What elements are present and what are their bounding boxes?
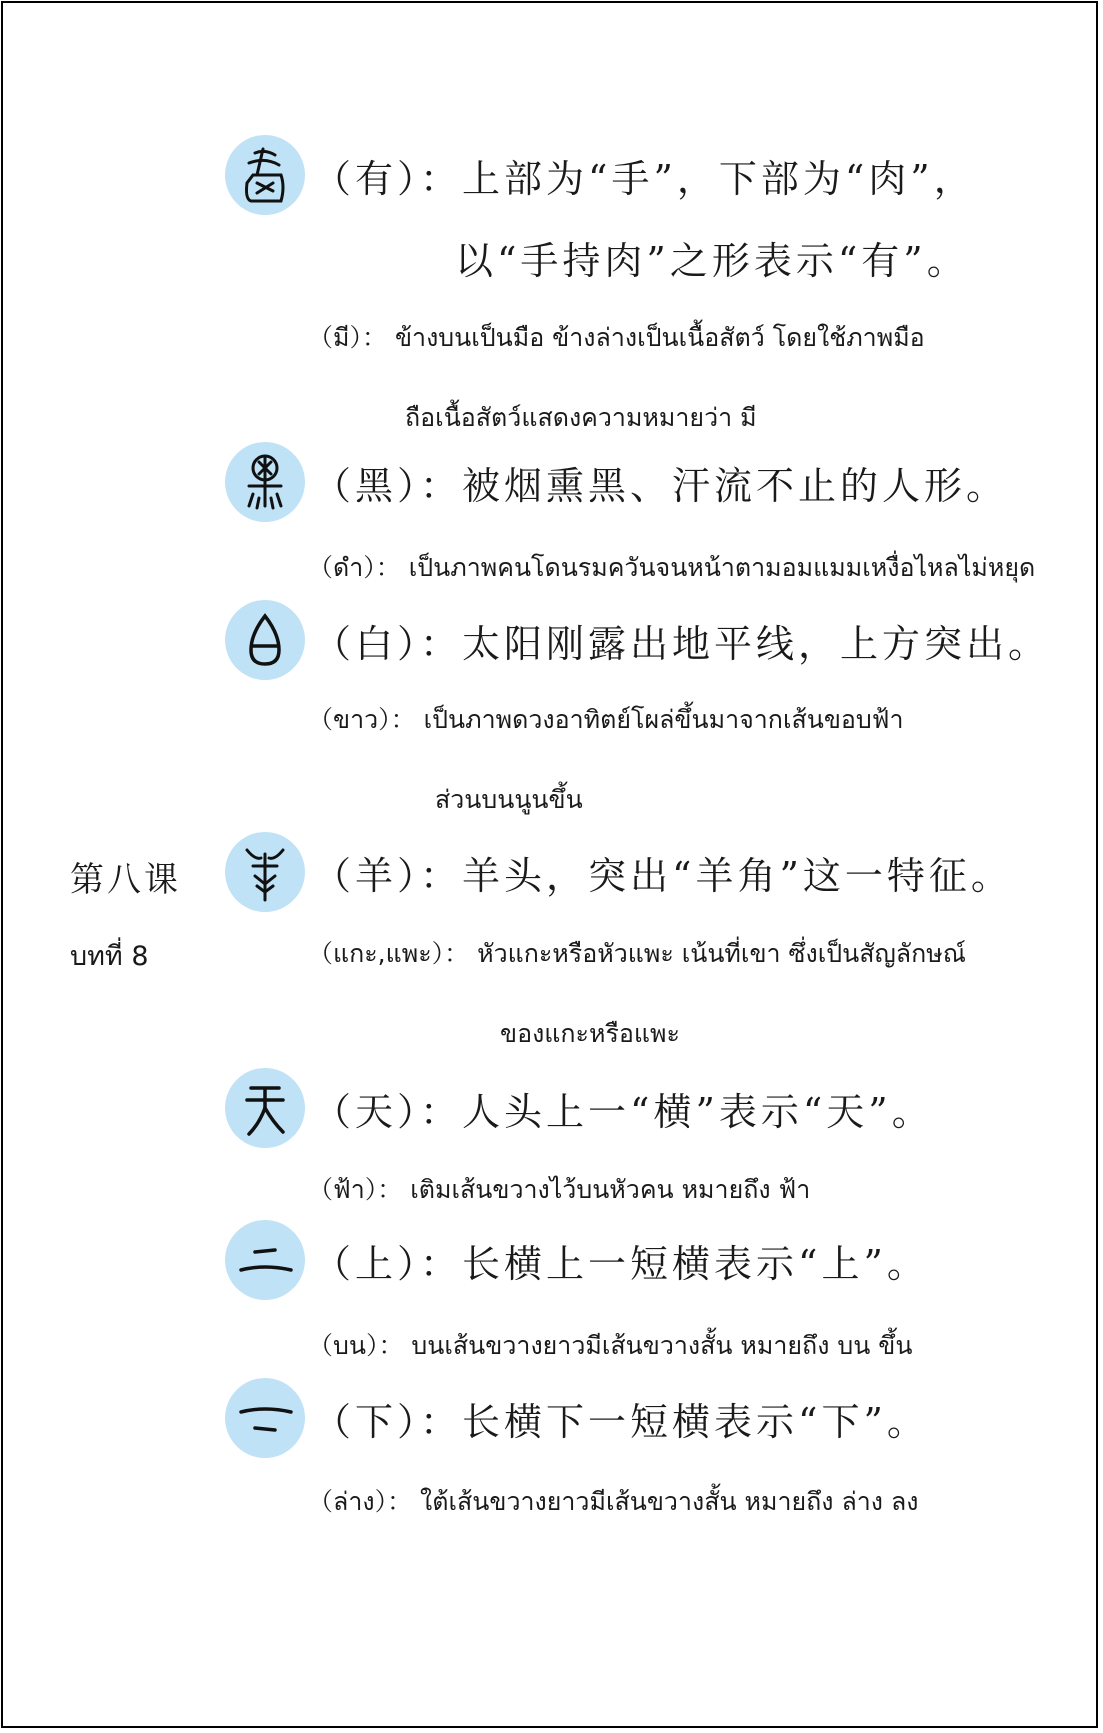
entry-you-zh-label: （有）： (313, 156, 463, 201)
entry-yang-th-line2: ของแกะหรือแพะ (500, 1019, 680, 1048)
entry-xia-zh-label: （下）： (313, 1399, 463, 1444)
entry-you-zh-line2: 以“手持肉”之形表示“有”。 (455, 239, 969, 283)
entry-tian-th-row (308, 1170, 810, 1210)
entry-xia-th-row (308, 1482, 918, 1522)
entry-shang-th-line1: บนเส้นขวางยาวมีเส้นขวางสั้น หมายถึง บน ขึ้น (411, 1331, 913, 1360)
entry-bai-th-line2: ส่วนบนนูนขึ้น (435, 785, 583, 814)
entry-xia-th-line1: ใต้เส้นขวางยาวมีเส้นขวางสั้น หมายถึง ล่าง ลง (420, 1487, 919, 1516)
entry-shang-zh-line1: 长横上一短横表示“上”。 (462, 1241, 929, 1286)
entry-you-th-line2: ถือเนื้อสัตว์แสดงความหมายว่า มี (405, 403, 757, 432)
entry-shang (225, 1220, 929, 1300)
entry-bai-th-label: （ขาว）： (308, 705, 416, 734)
entry-you-th-row (308, 318, 925, 358)
yang-seal-icon (225, 832, 305, 912)
entry-tian-zh-line1: 人头上一“横”表示“天”。 (462, 1089, 934, 1134)
entry-you (225, 135, 976, 215)
entry-hei-th-label: （ดำ）： (308, 553, 401, 582)
entry-you-zh-line1: 上部为“手”，下部为“肉”， (462, 156, 976, 201)
entry-tian-th-label: （ฟ้า）： (308, 1175, 403, 1204)
entry-hei (225, 442, 1008, 522)
entry-you-th-line1: ข้างบนเป็นมือ ข้างล่างเป็นเนื้อสัตว์ โดยใช้ภาพมือ (394, 323, 925, 352)
entry-hei-zh-line1: 被烟熏黑、汗流不止的人形。 (462, 463, 1009, 508)
bai-seal-icon (225, 600, 305, 680)
entry-hei-th-row (308, 548, 1035, 588)
entry-tian-zh-label: （天）： (313, 1089, 463, 1134)
entry-shang-zh-label: （上）： (313, 1241, 463, 1286)
entry-bai-zh-label: （白）： (313, 621, 463, 666)
entry-tian (225, 1068, 934, 1148)
entry-yang-th-row (308, 934, 966, 974)
entry-yang-zh-line1: 羊头，突出“羊角”这一特征。 (462, 853, 1013, 898)
entry-tian-th-line1: เติมเส้นขวางไว้บนหัวคน หมายถึง ฟ้า (410, 1175, 811, 1204)
you-seal-icon (225, 135, 305, 215)
entry-bai-th-line1: เป็นภาพดวงอาทิตย์โผล่ขึ้นมาจากเส้นขอบฟ้า (423, 705, 904, 734)
entry-xia-th-label: （ล่าง）： (308, 1487, 413, 1516)
hei-seal-icon (225, 442, 305, 522)
entry-yang-th-label: （แกะ,แพะ）： (308, 939, 470, 968)
entry-hei-th-line1: เป็นภาพคนโดนรมควันจนหน้าตามอมแมมเหงื่อไหลไม่หยุด (408, 553, 1036, 582)
entry-xia (225, 1378, 929, 1458)
entry-shang-th-label: （บน）： (308, 1331, 404, 1360)
entry-shang-th-row (308, 1326, 912, 1366)
entry-yang (225, 832, 1013, 912)
entry-you-th-label: （มี）： (308, 323, 387, 352)
entry-yang-zh-label: （羊）： (313, 853, 463, 898)
entry-bai-th-row (308, 700, 904, 740)
tian-seal-icon (225, 1068, 305, 1148)
lesson-title-thai: บทที่ 8 (70, 941, 149, 972)
entry-xia-zh-line1: 长横下一短横表示“下”。 (462, 1399, 929, 1444)
entry-bai-zh-line1: 太阳刚露出地平线，上方突出。 (462, 621, 1051, 666)
entry-hei-zh-label: （黑）： (313, 463, 463, 508)
shang-seal-icon (225, 1220, 305, 1300)
entry-bai (225, 600, 1050, 680)
lesson-title-chinese: 第八课 (70, 860, 181, 900)
xia-seal-icon (225, 1378, 305, 1458)
entry-yang-th-line1: หัวแกะหรือหัวแพะ เน้นที่เขา ซึ่งเป็นสัญลักษณ์ (477, 939, 966, 968)
